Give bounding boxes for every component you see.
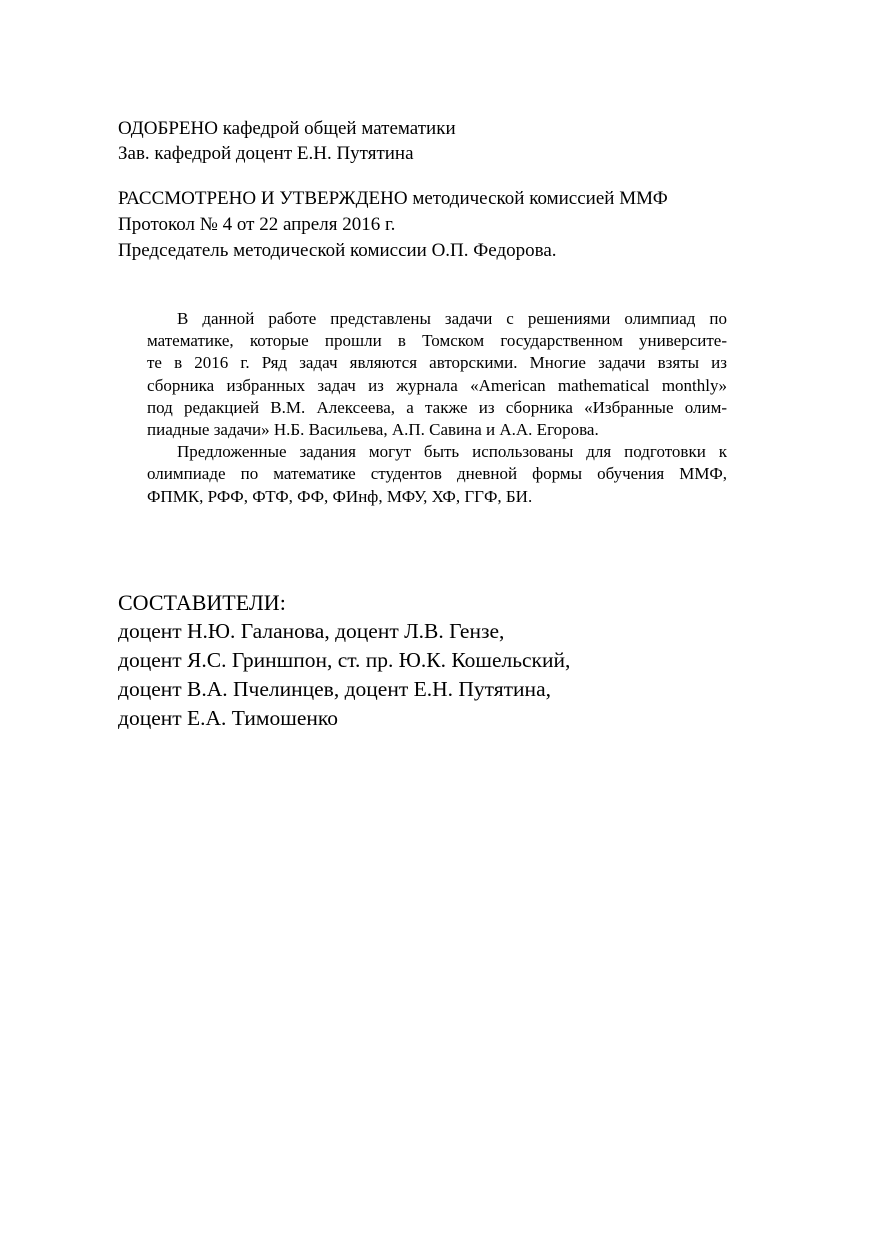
abstract-p2-line-1: Предложенные задания могут быть использованы для подготовки к — [177, 442, 727, 462]
abstract-p1-line-6: пиадные задачи» Н.Б. Васильева, А.П. Савина и А.А. Егорова. — [147, 420, 599, 440]
compilers-line: доцент В.А. Пчелинцев, доцент Е.Н. Путятина, — [118, 677, 551, 701]
review-line-commission: РАССМОТРЕНО И УТВЕРЖДЕНО методической комиссией ММФ — [118, 188, 668, 209]
abstract-p1-line-5: под редакцией В.М. Алексеева, а также из сборника «Избранные олим- — [147, 397, 727, 417]
compilers-line: доцент Е.А. Тимошенко — [118, 706, 338, 730]
review-line-chair: Председатель методической комиссии О.П. Федорова. — [118, 240, 557, 261]
approval-line-head: Зав. кафедрой доцент Е.Н. Путятина — [118, 143, 414, 164]
compilers-block — [118, 588, 570, 733]
review-line-protocol: Протокол № 4 от 22 апреля 2016 г. — [118, 214, 396, 235]
compilers-line: доцент Н.Ю. Галанова, доцент Л.В. Гензе, — [118, 619, 505, 643]
compilers-line: доцент Я.С. Гриншпон, ст. пр. Ю.К. Кошельский, — [118, 648, 571, 672]
abstract-p2-line-2: олимпиаде по математике студентов дневной формы обучения ММФ, — [147, 464, 727, 484]
approval-line-department: ОДОБРЕНО кафедрой общей математики — [118, 118, 456, 139]
abstract-p1-line-2: математике, которые прошли в Томском государственном университе- — [147, 331, 727, 351]
abstract-p1-line-1: В данной работе представлены задачи с решениями олимпиад по — [177, 309, 727, 328]
approval-block — [118, 116, 456, 166]
abstract-paragraph-2 — [147, 441, 727, 508]
abstract-paragraph-1 — [147, 308, 727, 441]
abstract-p1-line-3: те в 2016 г. Ряд задач являются авторскими. Многие задачи взяты из — [147, 353, 727, 373]
abstract-p1-line-4: сборника избранных задач из журнала «American mathematical monthly» — [147, 375, 727, 395]
abstract-p2-line-3: ФПМК, РФФ, ФТФ, ФФ, ФИнф, МФУ, ХФ, ГГФ, БИ. — [147, 486, 533, 506]
compilers-heading: СОСТАВИТЕЛИ: — [118, 590, 286, 615]
abstract-block — [147, 308, 727, 508]
review-block — [118, 186, 668, 264]
